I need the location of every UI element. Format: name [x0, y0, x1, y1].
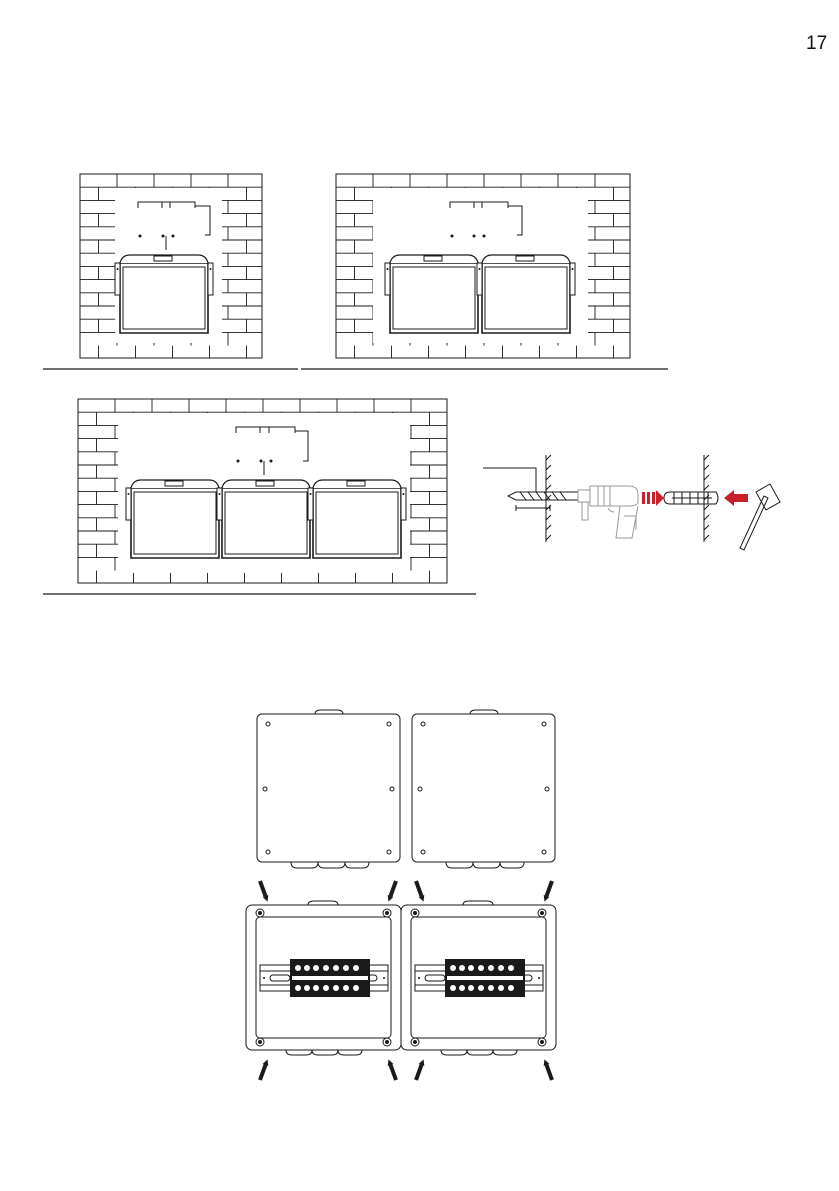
battery-module: [477, 255, 575, 333]
wall-mount-three-batteries-diagram: [40, 395, 480, 600]
wall-mount-one-battery-diagram: [40, 170, 302, 375]
direction-arrow-icon: [724, 490, 748, 506]
figure-drilling-steps: [478, 450, 798, 555]
battery-module: [126, 480, 224, 558]
figure-combiner-boxes: [240, 705, 570, 1085]
combiner-box-open: [246, 901, 401, 1055]
figure-wall-mount-one-battery: [40, 170, 302, 375]
figure-wall-mount-two-batteries: [298, 170, 670, 375]
battery-module: [308, 480, 406, 558]
drill-bit-icon: [508, 492, 578, 511]
figure-wall-mount-three-batteries: [40, 395, 480, 600]
depth-pointer: [483, 468, 536, 492]
battery-module: [217, 480, 315, 558]
combiner-box-open: [401, 901, 556, 1055]
page-number: 17: [806, 33, 828, 54]
power-drill-icon: [578, 486, 638, 538]
battery-module: [115, 255, 213, 333]
wall-anchor-icon: [664, 492, 718, 504]
combiner-box-cover: [412, 710, 555, 868]
battery-module: [385, 255, 483, 333]
combiner-boxes-diagram: [240, 705, 570, 1085]
combiner-box-cover: [257, 710, 400, 868]
drilling-steps-diagram: [478, 450, 798, 555]
wall-mount-two-batteries-diagram: [298, 170, 670, 375]
hammer-icon: [740, 484, 780, 550]
direction-arrow-icon: [642, 490, 664, 506]
